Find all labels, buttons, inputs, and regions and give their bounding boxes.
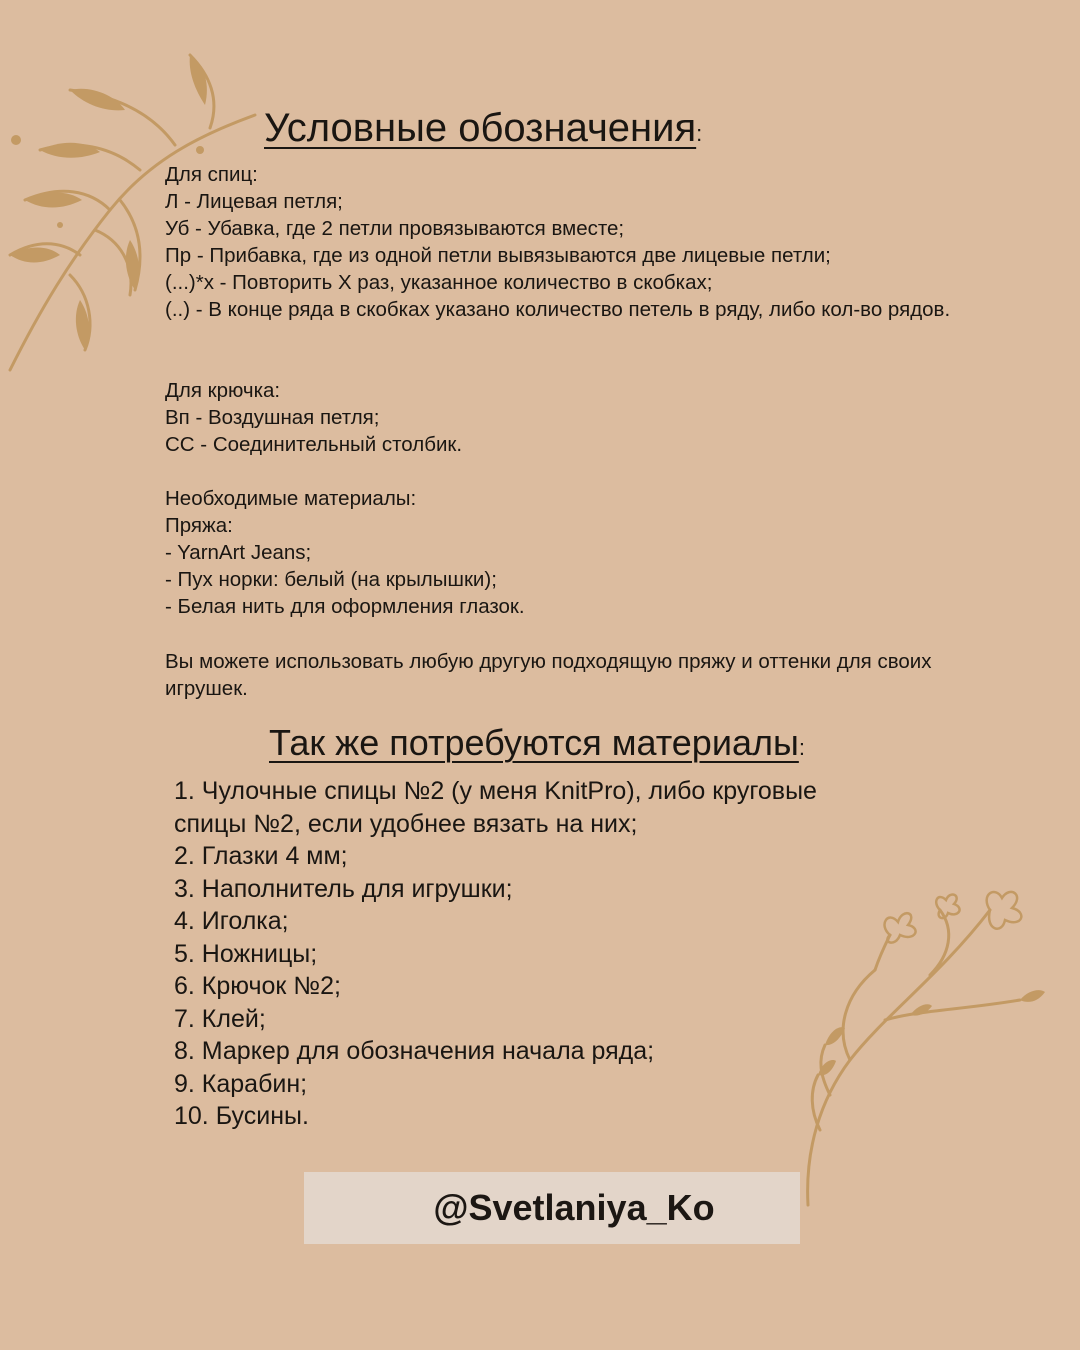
knitting-line: Уб - Убавка, где 2 петли провязываются вместе; xyxy=(165,217,625,240)
yarn-note xyxy=(165,648,985,702)
materials-heading: Необходимые материалы: xyxy=(165,487,417,510)
title-legend-colon: : xyxy=(696,121,703,146)
knitting-line: (...)*х - Повторить Х раз, указанное количество в скобках; xyxy=(165,271,713,294)
knitting-line: Пр - Прибавка, где из одной петли вывязываются две лицевые петли; xyxy=(165,244,831,267)
title-legend-text: Условные обозначения xyxy=(264,106,697,150)
list-item: 6. Крючок №2; xyxy=(174,972,341,1000)
crochet-legend xyxy=(165,377,985,458)
materials-needed xyxy=(165,485,985,620)
yarn-item: - Пух норки: белый (на крылышки); xyxy=(165,568,497,591)
list-item: 1. Чулочные спицы №2 (у меня KnitPro), либо круговые спицы №2, если удобнее вязать на них; xyxy=(174,777,817,838)
knitting-line: (..) - В конце ряда в скобках указано количество петель в ряду, либо кол-во рядов. xyxy=(165,298,951,321)
crochet-line: СС - Соединительный столбик. xyxy=(165,433,463,456)
author-handle: @Svetlaniya_Ko xyxy=(433,1187,715,1228)
knitting-heading: Для спиц: xyxy=(165,163,258,186)
yarn-item: - Белая нить для оформления глазок. xyxy=(165,595,525,618)
title-extra-materials-colon: : xyxy=(798,735,805,760)
title-extra-materials xyxy=(269,722,805,763)
knitting-legend xyxy=(165,161,985,323)
list-item: 2. Глазки 4 мм; xyxy=(174,842,348,870)
yarn-label: Пряжа: xyxy=(165,514,233,537)
title-extra-materials-text: Так же потребуются материалы xyxy=(269,722,799,763)
list-item: 5. Ножницы; xyxy=(174,939,318,968)
list-item: 9. Карабин; xyxy=(174,1069,308,1098)
yarn-note-text: Вы можете использовать любую другую подходящую пряжу и оттенки для своих игрушек. xyxy=(165,650,932,700)
list-item: 7. Клей; xyxy=(174,1004,266,1033)
author-handle-box xyxy=(304,1172,800,1244)
list-item: 10. Бусины. xyxy=(174,1102,309,1130)
extra-materials-list xyxy=(174,775,894,1133)
list-item: 4. Иголка; xyxy=(174,907,289,935)
list-item: 3. Наполнитель для игрушки; xyxy=(174,874,513,903)
crochet-heading: Для крючка: xyxy=(165,379,281,402)
yarn-item: - YarnArt Jeans; xyxy=(165,541,312,564)
knitting-line: Л - Лицевая петля; xyxy=(165,190,343,213)
crochet-line: Вп - Воздушная петля; xyxy=(165,406,380,429)
list-item: 8. Маркер для обозначения начала ряда; xyxy=(174,1037,655,1065)
title-legend xyxy=(264,108,702,148)
